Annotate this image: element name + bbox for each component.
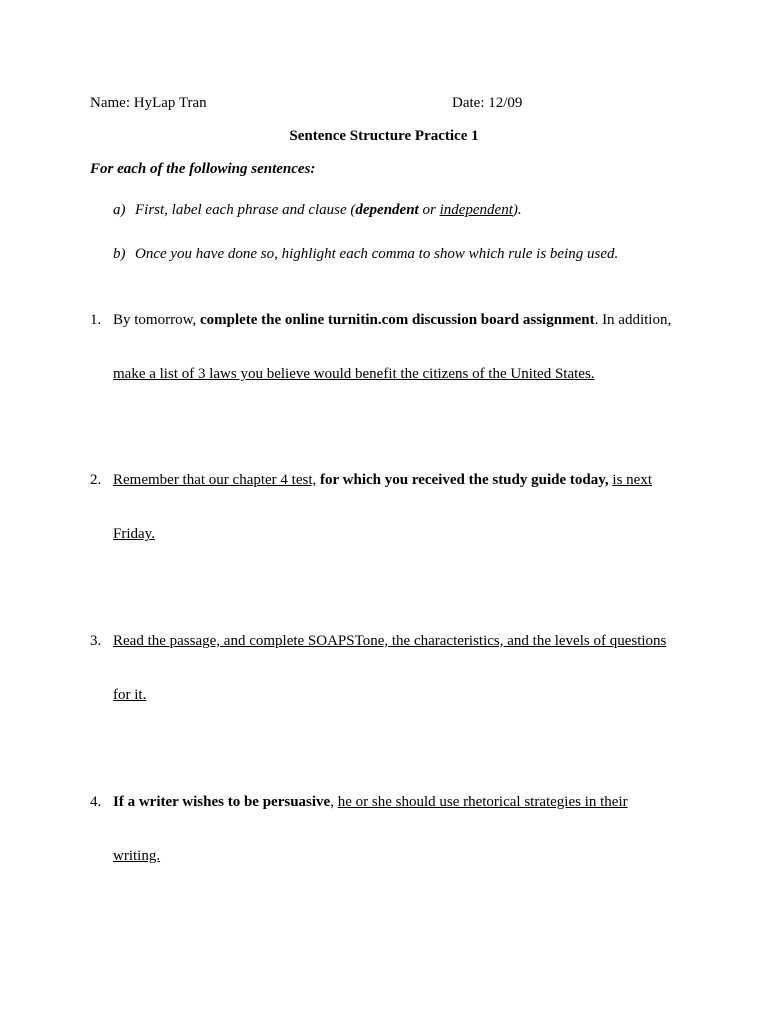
sentence-number: 1. [90, 312, 102, 328]
instruction-text: First, label each phrase and clause ( [135, 202, 356, 218]
sentence-line-2 [113, 847, 160, 865]
instruction-text: ). [512, 202, 522, 218]
bold-clause: If a writer wishes to be persuasive [113, 794, 331, 810]
plain-text: , [330, 794, 338, 810]
bold-clause: complete the online turnitin.com discussion board assignment [199, 312, 595, 328]
underlined-clause: he or she should use rhetorical strategies in their [337, 794, 628, 810]
underlined-clause: Remember that our chapter 4 test, [113, 472, 317, 488]
sentence-line-1 [113, 471, 652, 489]
sentence-line-1 [113, 311, 671, 329]
underlined-clause: make a list of 3 laws you believe would benefit the citizens of the United States. [113, 366, 595, 382]
bold-clause: for which you received the study guide today, [316, 472, 609, 488]
instruction-b [113, 245, 618, 263]
name-field: Name: HyLap Tran [90, 95, 207, 111]
sentence-number: 2. [90, 472, 102, 488]
instruction-marker: a) [113, 202, 126, 218]
sentence-line-2 [113, 686, 146, 704]
dependent-term: dependent [355, 202, 419, 218]
instruction-text: or [418, 202, 440, 218]
page-title: Sentence Structure Practice 1 [289, 128, 479, 144]
plain-text: By tomorrow, [113, 312, 200, 328]
sentence-line-2 [113, 525, 155, 543]
underlined-clause: is next [612, 472, 652, 488]
sentence-number: 4. [90, 794, 102, 810]
instruction-text: Once you have done so, highlight each comma to show which rule is being used. [135, 246, 619, 262]
sentence-line-2 [113, 365, 595, 383]
instructions-heading: For each of the following sentences: [90, 161, 316, 177]
independent-term: independent [439, 202, 513, 218]
date-field: Date: 12/09 [452, 95, 523, 111]
sentence-number: 3. [90, 633, 102, 649]
underlined-clause: writing. [113, 848, 161, 864]
underlined-clause: Read the passage, and complete SOAPSTone, the characteristics, and the levels of questions [113, 633, 667, 649]
sentence-line-1 [113, 793, 628, 811]
underlined-clause: for it. [113, 687, 147, 703]
instruction-marker: b) [113, 246, 126, 262]
sentence-line-1 [113, 632, 666, 650]
plain-text: . In addition, [594, 312, 672, 328]
underlined-clause: Friday. [113, 526, 155, 542]
instruction-a [113, 201, 522, 219]
